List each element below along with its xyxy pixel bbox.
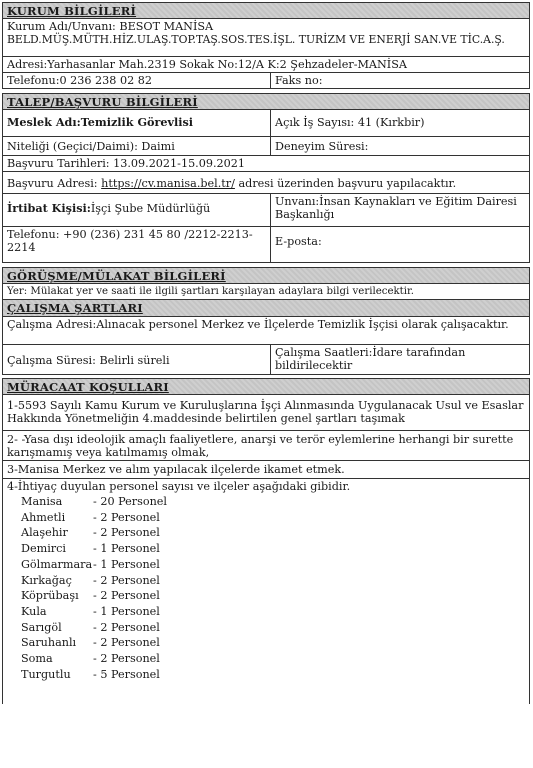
kosul-3: 3-Manisa Merkez ve alım yapılacak ilçelerde ikamet etmek. bbox=[2, 461, 530, 479]
ilce-name: Soma bbox=[21, 652, 53, 666]
calisma-saatleri: Çalışma Saatleri:İdare tarafından bildirilecektir bbox=[275, 346, 466, 372]
ilce-personel-sayisi: - 1 Personel bbox=[93, 542, 160, 556]
kurum-faks: Faks no: bbox=[275, 74, 323, 87]
ilce-personel-sayisi: - 2 Personel bbox=[93, 589, 160, 603]
niteligi: Niteliği (Geçici/Daimi): Daimi bbox=[3, 137, 271, 155]
deneyim-suresi: Deneyim Süresi: bbox=[275, 140, 369, 153]
section-header-talep: TALEP/BAŞVURU BİLGİLERİ bbox=[2, 93, 530, 110]
ilce-personel-sayisi: - 2 Personel bbox=[93, 636, 160, 650]
calisma-suresi: Çalışma Süresi: Belirli süreli bbox=[3, 345, 271, 374]
ilce-name: Saruhanlı bbox=[21, 636, 77, 650]
ilce-personel-sayisi: - 2 Personel bbox=[93, 652, 160, 666]
kurum-adres: Adresi:Yarhasanlar Mah.2319 Sokak No:12/A K:2 Şehzadeler-MANİSA bbox=[2, 57, 530, 73]
basvuru-adresi-label: Başvuru Adresi: bbox=[7, 177, 98, 190]
basvuru-tarihleri: Başvuru Tarihleri: 13.09.2021-15.09.2021 bbox=[2, 156, 530, 172]
talep-eposta: E-posta: bbox=[275, 235, 322, 248]
kosul-1: 1-5593 Sayılı Kamu Kurum ve Kuruluşlarına İşçi Alınmasında Uygulanacak Usul ve Esaslar Hakkında Yönetmeliğin 4.maddesinde belirtilen genel şartları taşımak bbox=[2, 395, 530, 431]
irtibat-kisisi bbox=[3, 194, 271, 226]
meslek-row bbox=[2, 110, 530, 137]
ilce-personel-sayisi: - 2 Personel bbox=[93, 526, 160, 540]
unvan: Unvanı:İnsan Kaynakları ve Eğitim Dairesi Başkanlığı bbox=[275, 195, 517, 221]
kosul-4 bbox=[2, 479, 530, 704]
basvuru-adresi-suffix: adresi üzerinden başvuru yapılacaktır. bbox=[238, 177, 457, 190]
section-header-muracaat: MÜRACAAT KOŞULLARI bbox=[2, 378, 530, 395]
ilce-personel-sayisi: - 2 Personel bbox=[93, 510, 160, 524]
ilce-personel-sayisi: - 5 Personel bbox=[93, 667, 160, 681]
ilce-name: Ahmetli bbox=[21, 510, 66, 524]
irtibat-row bbox=[2, 194, 530, 227]
ilce-personel-sayisi: - 1 Personel bbox=[93, 557, 160, 571]
ilce-name: Gölmarmara bbox=[21, 557, 93, 571]
kosul-4-text: 4-İhtiyaç duyulan personel sayısı ve ilçeler aşağıdaki gibidir. bbox=[7, 480, 351, 493]
ilce-name: Sarıgöl bbox=[21, 620, 62, 634]
ilce-name: Alaşehir bbox=[21, 526, 68, 540]
ilce-name: Demirci bbox=[21, 542, 66, 556]
kurum-adi-label: Kurum Adı/Unvanı: bbox=[7, 20, 116, 33]
ilce-name: Kırkağaç bbox=[21, 573, 72, 587]
calisma-sure-row bbox=[2, 345, 530, 375]
kurum-adi-value: BESOT MANİSA bbox=[119, 20, 214, 33]
kurum-adi-line2: BELD.MÜŞ.MÜTH.HİZ.ULAŞ.TOP.TAŞ.SOS.TES.İŞL. TURİZM VE ENERJİ SAN.VE TİC.A.Ş. bbox=[7, 33, 505, 46]
basvuru-adresi-link[interactable]: https://cv.manisa.bel.tr/ bbox=[101, 177, 235, 190]
section-header-gorusme: GÖRÜŞME/MÜLAKAT BİLGİLERİ bbox=[2, 267, 530, 284]
irtibat-value: İşçi Şube Müdürlüğü bbox=[90, 202, 211, 215]
calisma-adresi: Çalışma Adresi:Alınacak personel Merkez ve İlçelerde Temizlik İşçisi olarak çalışacaktır. bbox=[2, 317, 530, 345]
kurum-iletisim-row bbox=[2, 73, 530, 89]
irtibat-label: İrtibat Kişisi: bbox=[7, 201, 91, 215]
ilce-personel-sayisi: - 2 Personel bbox=[93, 573, 160, 587]
talep-iletisim-row bbox=[2, 227, 530, 263]
ilce-name: Turgutlu bbox=[21, 667, 71, 681]
ilce-list bbox=[7, 494, 525, 682]
section-header-calisma: ÇALIŞMA ŞARTLARI bbox=[2, 300, 530, 317]
basvuru-adresi-row bbox=[2, 172, 530, 194]
ilce-personel-sayisi: - 1 Personel bbox=[93, 604, 160, 618]
section-header-kurum: KURUM BİLGİLERİ bbox=[2, 2, 530, 19]
meslek-adi: Meslek Adı:Temizlik Görevlisi bbox=[3, 110, 271, 136]
ilce-personel-sayisi: - 20 Personel bbox=[93, 495, 168, 508]
document bbox=[2, 2, 530, 704]
mulakat-yer: Yer: Mülakat yer ve saati ile ilgili şartları karşılayan adaylara bilgi verilecektir. bbox=[2, 284, 530, 300]
kurum-telefon: Telefonu:0 236 238 02 82 bbox=[3, 73, 271, 88]
ilce-name: Köprübaşı bbox=[21, 589, 79, 603]
ilce-name: Manisa bbox=[21, 495, 63, 508]
ilce-name: Kula bbox=[21, 604, 47, 618]
ilce-personel-sayisi: - 2 Personel bbox=[93, 620, 160, 634]
nitelik-row bbox=[2, 137, 530, 156]
kurum-adi-row bbox=[2, 19, 530, 57]
talep-telefon: Telefonu: +90 (236) 231 45 80 /2212-2213-2214 bbox=[3, 227, 271, 262]
kosul-2: 2- -Yasa dışı ideolojik amaçlı faaliyetlere, anarşi ve terör eylemlerine herhangi bir surette karışmamış veya katılmamış olmak, bbox=[2, 431, 530, 461]
acik-is-sayisi: Açık İş Sayısı: 41 (Kırkbir) bbox=[275, 116, 425, 129]
